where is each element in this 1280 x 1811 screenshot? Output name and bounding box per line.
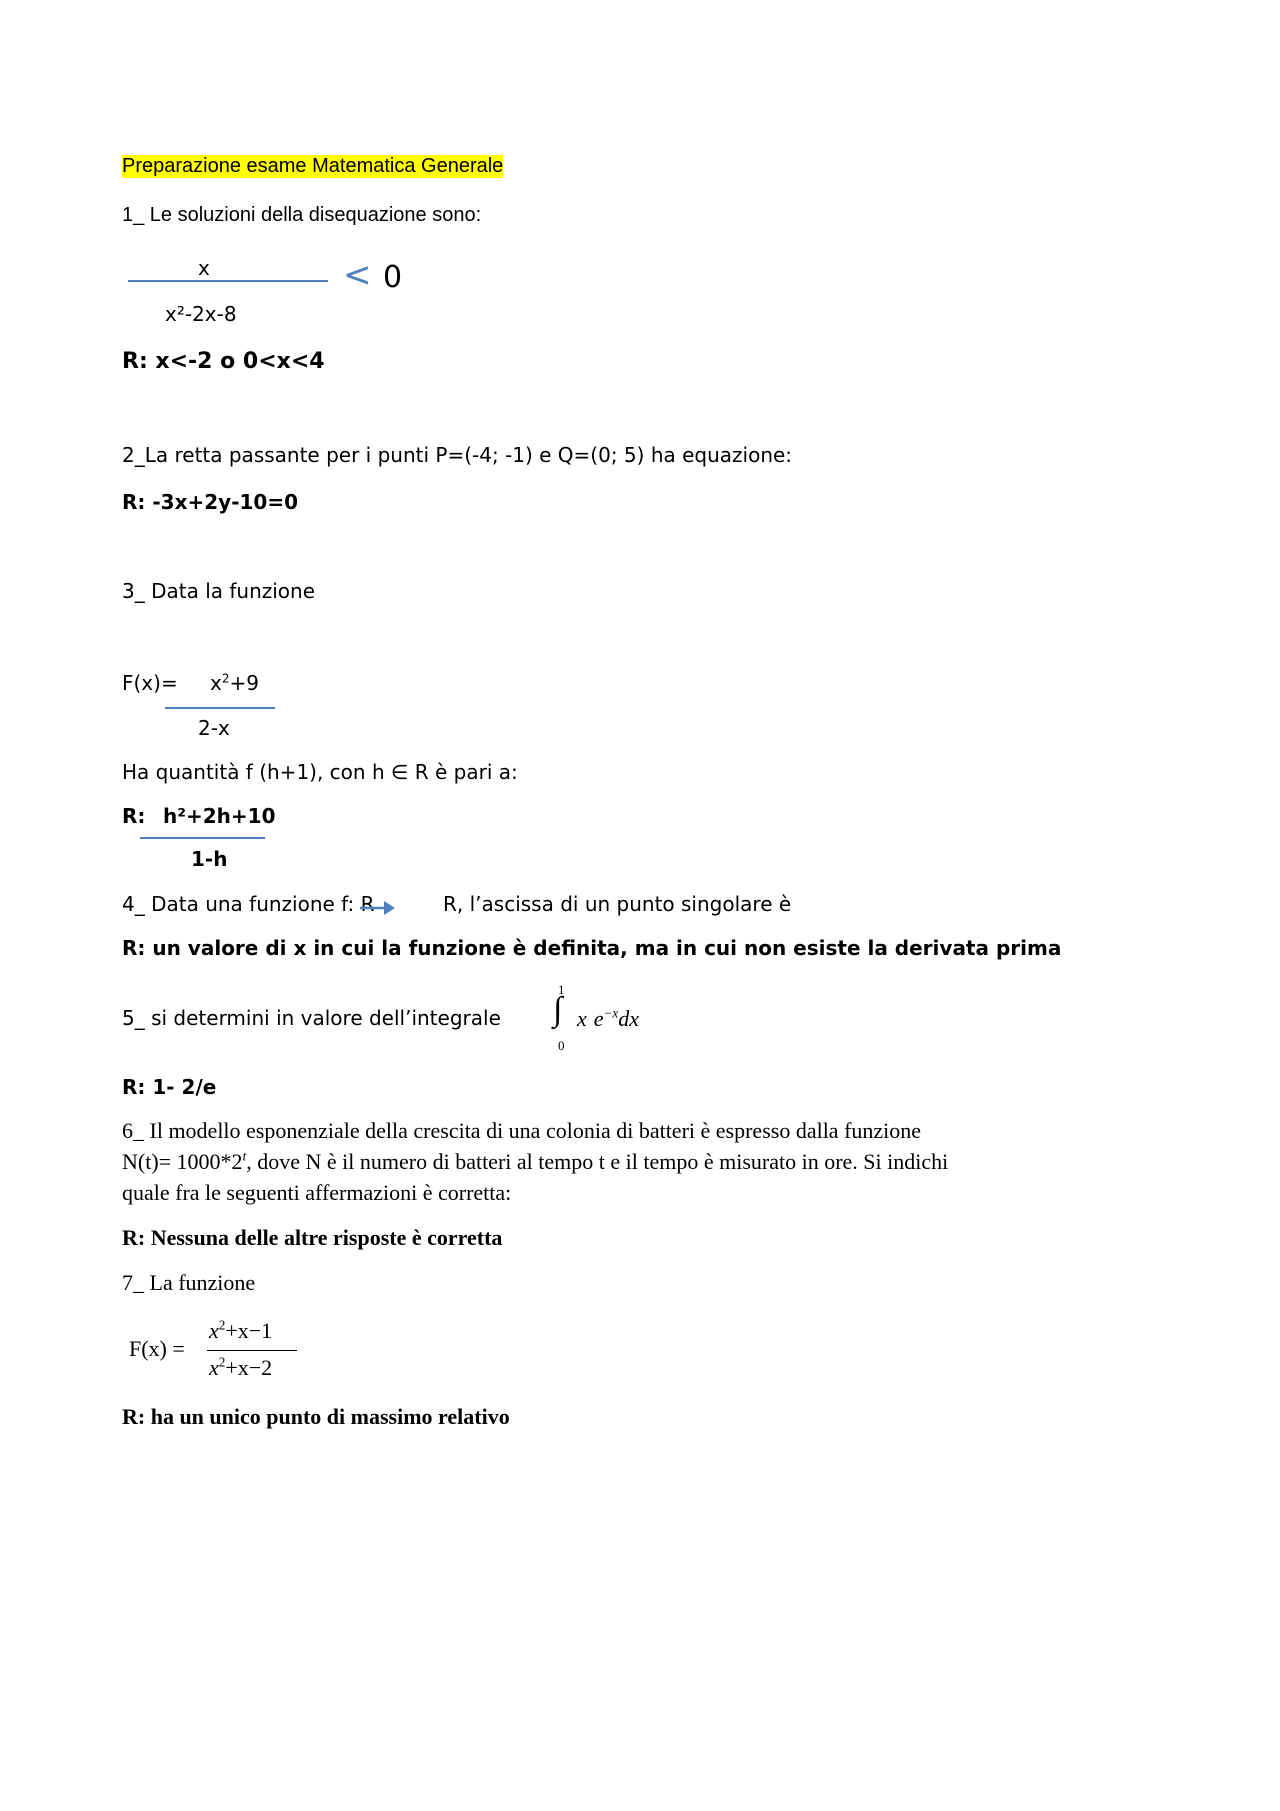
q2-answer: R: -3x+2y-10=0	[122, 490, 298, 514]
q1-numerator: x	[198, 256, 210, 280]
q1-denominator: x²-2x-8	[165, 302, 237, 326]
arrow-right-icon	[358, 898, 396, 916]
q1-question: 1_ Le soluzioni della disequazione sono:	[122, 204, 482, 226]
q7-func-label: F(x) =	[129, 1336, 185, 1361]
q3-fraction-bar	[165, 707, 275, 709]
q3-func-label: F(x)=	[122, 671, 178, 695]
q7-fraction-bar	[207, 1350, 297, 1351]
q4-question-part1: 4_ Data una funzione f: R	[122, 892, 375, 916]
q5-lower-limit: 0	[558, 1038, 565, 1053]
q4-question-part2: R, l’ascissa di un punto singolare è	[443, 892, 792, 916]
q7-answer: R: ha un unico punto di massimo relativo	[122, 1404, 510, 1429]
q5-integrand: x $e^{-x}dx$	[577, 1005, 640, 1031]
page-title: Preparazione esame Matematica Generale	[122, 155, 504, 177]
q2-question: 2_La retta passante per i punti P=(-4; -1) e Q=(0; 5) ha equazione:	[122, 443, 793, 467]
q1-fraction-bar	[128, 280, 328, 282]
q7-numerator: $x^2+x-1$	[209, 1317, 273, 1343]
q3-answer-denominator: 1-h	[191, 847, 228, 871]
q1-relation: <	[343, 255, 372, 295]
q7-denominator: $x^2+x-2$	[209, 1354, 273, 1380]
q5-upper-limit: 1	[558, 982, 565, 997]
q1-answer: R: x<-2 o 0<x<4	[122, 349, 325, 374]
q3-answer-fraction-bar	[140, 837, 265, 839]
q5-question: 5_ si determini in valore dell’integrale	[122, 1006, 501, 1030]
q6-line3: quale fra le seguenti affermazioni è corretta:	[122, 1180, 512, 1205]
q7-question: 7_ La funzione	[122, 1270, 256, 1295]
q5-integral-sign: ∫	[553, 991, 563, 1028]
q6-line1: 6_ Il modello esponenziale della crescita di una colonia di batteri è espresso dalla funzione	[122, 1118, 922, 1143]
q5-answer: R: 1- 2/e	[122, 1075, 217, 1099]
q3-question: 3_ Data la funzione	[122, 579, 316, 603]
q6-answer: R: Nessuna delle altre risposte è corretta	[122, 1225, 503, 1250]
q3-answer-numerator: h²+2h+10	[163, 804, 276, 828]
q3-ask: Ha quantità f (h+1), con h ∈ R è pari a:	[122, 760, 518, 784]
q1-rhs: 0	[383, 260, 403, 295]
q3-denominator: 2-x	[198, 716, 230, 740]
q4-answer: R: un valore di x in cui la funzione è definita, ma in cui non esiste la derivata prima	[122, 936, 1062, 960]
q3-answer-prefix: R:	[122, 804, 146, 828]
q3-numerator: $x^2+9$	[210, 671, 259, 695]
q6-line2: $N(t)= 1000*2^t$, dove N è il numero di batteri al tempo t e il tempo è misurato in ore. Si indichi	[122, 1148, 949, 1174]
